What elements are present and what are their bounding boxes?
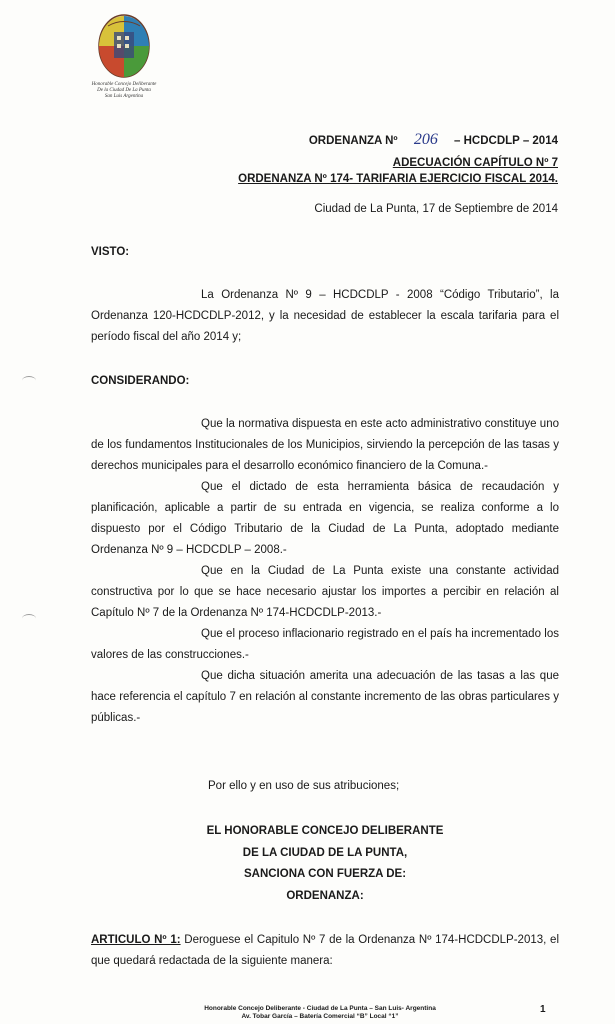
articulo-1	[91, 930, 559, 972]
articulo-1-label: ARTICULO Nº 1:	[91, 934, 181, 946]
page-number: 1	[540, 1004, 546, 1015]
footer-line-2: Av. Tobar García – Batería Comercial “B” Local “1”	[241, 1013, 399, 1020]
ordenanza-suffix: – HCDCDLP – 2014	[454, 135, 558, 147]
footer-line-1: Honorable Concejo Deliberante - Ciudad de La Punta – San Luis- Argentina	[204, 1005, 436, 1012]
punch-hole-mark	[22, 614, 36, 623]
sanciona-block	[91, 821, 559, 907]
logo-caption-line: De la Ciudad De La Punta	[97, 88, 151, 93]
ordenanza-number: 206	[413, 131, 438, 148]
considerando-heading: CONSIDERANDO:	[91, 375, 190, 387]
sanciona-line: DE LA CIUDAD DE LA PUNTA,	[242, 846, 408, 859]
visto-text: La Ordenanza Nº 9 – HCDCDLP - 2008 “Código Tributario”, la Ordenanza 120-HCDCDLP-2012, y la necesidad de establecer la escala tarifaria para el período fiscal del año 2014 y;	[91, 289, 559, 343]
considerando-paragraph: Que el dictado de esta herramienta básica de recaudación y planificación, aplicable a partir de su entrada en vigencia, se realiza conforme a lo dispuesto por el Código Tributario de la Ciudad de La Punta, adoptado mediante Ordenanza Nº 9 – HCDCDLP – 2008.-	[91, 481, 559, 556]
place-date: Ciudad de La Punta, 17 de Septiembre de 2014	[314, 203, 558, 215]
sanciona-line: ORDENANZA:	[286, 889, 364, 902]
page-footer	[150, 1005, 490, 1021]
considerando-paragraph: Que la normativa dispuesta en este acto administrativo constituye uno de los fundamentos Institucionales de los Municipios, sirviendo la percepción de las tasas y derechos municipales para el desarrollo económico financiero de la Comuna.-	[91, 418, 559, 472]
sanciona-line: SANCIONA CON FUERZA DE:	[243, 868, 407, 880]
subject-line-1: ADECUACIÓN CAPÍTULO Nº 7	[392, 157, 558, 169]
subject-line-2: ORDENANZA Nº 174- TARIFARIA EJERCICIO FISCAL 2014.	[238, 173, 558, 185]
considerando-body	[91, 414, 559, 729]
council-logo	[96, 12, 152, 80]
por-ello-text: Por ello y en uso de sus atribuciones;	[208, 780, 400, 792]
considerando-paragraph: Que en la Ciudad de La Punta existe una constante actividad constructiva por lo que se hace necesario ajustar los importes a percibir en relación al Capítulo Nº 7 de la Ordenanza Nº 174-HCDCDLP-2013.-	[91, 565, 559, 619]
visto-paragraph	[91, 285, 559, 348]
articulo-1-text: Deroguese el Capitulo Nº 7 de la Ordenanza Nº 174-HCDCDLP-2013, el que quedará redactada de la siguiente manera:	[91, 934, 559, 967]
ordenanza-label: ORDENANZA Nº	[308, 135, 398, 147]
considerando-paragraph: Que el proceso inflacionario registrado en el país ha incrementado los valores de las construcciones.-	[91, 628, 559, 661]
visto-heading: VISTO:	[91, 246, 130, 258]
council-emblem-icon	[96, 12, 152, 80]
ordenanza-number-line	[309, 131, 558, 149]
logo-caption	[84, 82, 164, 100]
logo-caption-line: Honorable Concejo Deliberante	[91, 82, 157, 87]
sanciona-line: EL HONORABLE CONCEJO DELIBERANTE	[206, 825, 444, 837]
considerando-paragraph: Que dicha situación amerita una adecuación de las tasas a las que hace referencia el capítulo 7 en relación al constante incremento de las obras particulares y públicas.-	[91, 670, 559, 724]
punch-hole-mark	[22, 376, 36, 385]
logo-caption-line: San Luis Argentina	[104, 94, 144, 99]
